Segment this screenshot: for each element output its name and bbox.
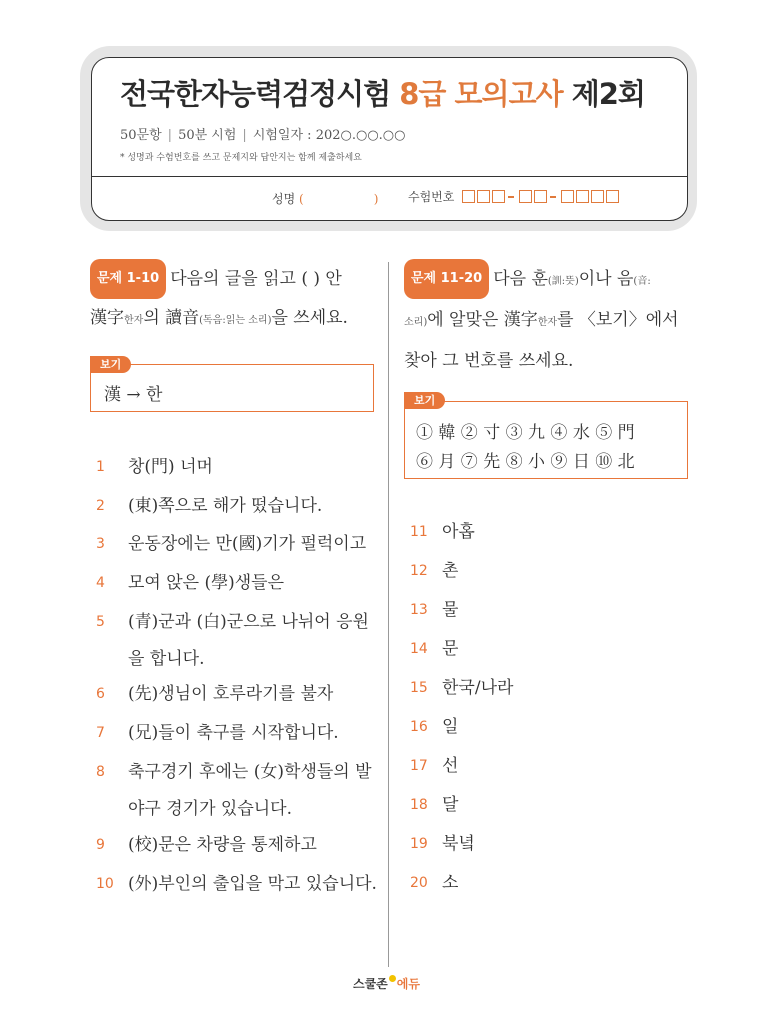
question-badge-1-10: 문제 1-10 — [90, 259, 166, 299]
question-text: 달 — [442, 795, 459, 815]
meta-date: 시험일자 : 202○.○○.○○ — [252, 128, 406, 143]
question-number: 15 — [410, 680, 428, 696]
question-text: 한국/나라 — [442, 678, 514, 698]
question-number: 14 — [410, 641, 428, 657]
meta-question-count: 50문항 — [120, 128, 162, 143]
question-number: 4 — [96, 575, 105, 591]
question-text: 선 — [442, 756, 459, 776]
left-instructions: 문제 1-10 다음의 글을 읽고 ( ) 안 漢字한자의 讀音(독음:읽는 소리)을 쓰세요. — [90, 259, 380, 340]
exam-number-field[interactable] — [408, 188, 619, 205]
question-number: 17 — [410, 758, 428, 774]
exam-number-box[interactable] — [462, 190, 475, 203]
exam-note: * 성명과 수험번호를 쓰고 문제지와 답안지는 함께 제출하세요 — [120, 153, 362, 163]
question-number: 13 — [410, 602, 428, 618]
example-options-row-1: ① 韓 ② 寸 ③ 九 ④ 水 ⑤ 門 — [416, 423, 635, 443]
exam-number-box[interactable] — [591, 190, 604, 203]
question-number: 2 — [96, 498, 105, 514]
question-number: 6 — [96, 686, 105, 702]
exam-number-box[interactable] — [477, 190, 490, 203]
question-text: 아홉 — [442, 522, 475, 542]
question-text: 촌 — [442, 561, 459, 581]
exam-number-box[interactable] — [519, 190, 532, 203]
meta-duration: 50분 시험 — [178, 128, 237, 143]
question-number: 3 — [96, 536, 105, 552]
question-text: 북녘 — [442, 834, 475, 854]
exam-number-dash — [550, 196, 556, 198]
question-number: 7 — [96, 725, 105, 741]
question-number: 10 — [96, 876, 114, 892]
exam-number-box[interactable] — [492, 190, 505, 203]
exam-number-box[interactable] — [561, 190, 574, 203]
publisher-logo: 스쿨존 에듀 — [353, 977, 420, 991]
question-number: 9 — [96, 837, 105, 853]
example-tag-left: 보기 — [90, 356, 131, 373]
question-text: 운동장에는 만(國)기가 펄럭이고 — [128, 534, 367, 554]
exam-number-box[interactable] — [534, 190, 547, 203]
question-text: (兄)들이 축구를 시작합니다. — [128, 723, 339, 743]
name-field[interactable]: 성명 ( ) — [272, 192, 379, 206]
right-instructions: 문제 11-20 다음 훈(訓:뜻)이나 음(音: 소리)에 알맞은 漢字한자를 〈보기〉에서 찾아 그 번호를 쓰세요. — [404, 259, 694, 380]
question-number: 16 — [410, 719, 428, 735]
question-text: (東)쪽으로 해가 떴습니다. — [128, 496, 323, 516]
question-number: 11 — [410, 524, 428, 540]
question-text: 물 — [442, 600, 459, 620]
question-text: 모여 앉은 (學)생들은 — [128, 573, 285, 593]
header-divider — [92, 176, 687, 177]
exam-number-box[interactable] — [576, 190, 589, 203]
example-tag-right: 보기 — [404, 392, 445, 409]
exam-title-accent: 8급 모의고사 — [399, 77, 563, 111]
question-text: 축구경기 후에는 (女)학생들의 발야구 경기가 있습니다. — [128, 762, 372, 819]
question-text: (青)군과 (白)군으로 나뉘어 응원을 합니다. — [128, 612, 369, 669]
column-divider — [388, 262, 389, 967]
exam-number-dash — [508, 196, 514, 198]
question-text: 일 — [442, 717, 459, 737]
question-number: 1 — [96, 459, 105, 475]
question-text: (校)문은 차량을 통제하고 — [128, 835, 317, 855]
question-text: 문 — [442, 639, 459, 659]
exam-number-box[interactable] — [606, 190, 619, 203]
exam-number-label: 수험번호 — [408, 190, 455, 204]
example-options-row-2: ⑥ 月 ⑦ 先 ⑧ 小 ⑨ 日 ⑩ 北 — [416, 452, 635, 472]
question-number: 20 — [410, 875, 428, 891]
question-number: 12 — [410, 563, 428, 579]
question-number: 19 — [410, 836, 428, 852]
question-text: (先)생님이 호루라기를 불자 — [128, 684, 334, 704]
question-badge-11-20: 문제 11-20 — [404, 259, 489, 299]
question-number: 8 — [96, 764, 105, 780]
logo-dot-icon — [389, 975, 396, 982]
question-text: 창(門) 너머 — [128, 457, 213, 477]
exam-title: 전국한자능력검정시험 8급 모의고사 제2회 — [120, 77, 645, 111]
name-label: 성명 — [272, 192, 296, 206]
question-number: 5 — [96, 614, 105, 630]
question-text: (外)부인의 출입을 막고 있습니다. — [128, 874, 377, 894]
example-text-left: 漢 → 한 — [104, 385, 163, 405]
exam-meta: 50문항 | 50분 시험 | 시험일자 : 202○.○○.○○ — [120, 128, 406, 143]
question-text: 소 — [442, 873, 459, 893]
question-number: 18 — [410, 797, 428, 813]
